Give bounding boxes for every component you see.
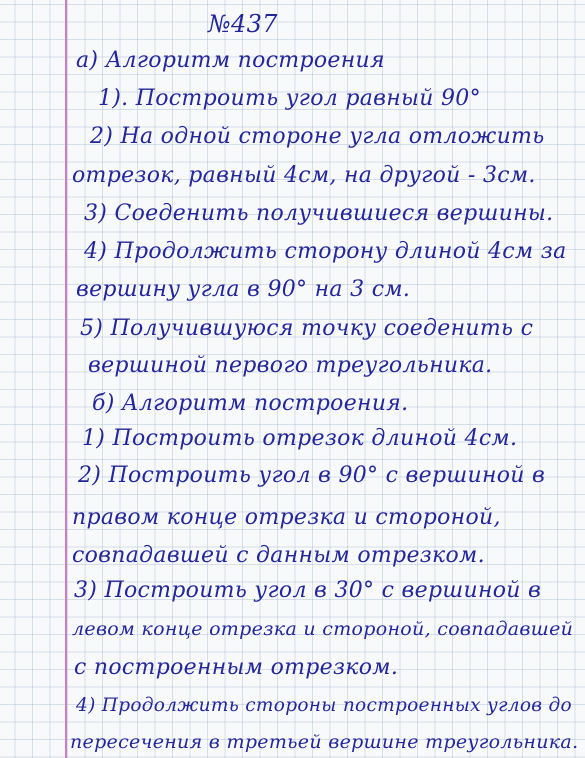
text-line-18: 4) Продолжить стороны построенных углов до xyxy=(76,695,572,716)
text-line-19: пересечения в третьей вершине треугольника. xyxy=(70,731,579,753)
text-line-4: отрезок, равный 4см, на другой - 3см. xyxy=(72,163,536,188)
text-line-12: 2) Построить угол в 90° с вершиной в xyxy=(78,463,546,488)
text-line-14: совпадавшей с данным отрезком. xyxy=(72,543,485,568)
text-line-6: 4) Продолжить сторону длиной 4см за xyxy=(84,239,567,264)
text-line-5: 3) Соеденить получившиеся вершины. xyxy=(84,201,554,226)
text-line-13: правом конце отрезка и стороной, xyxy=(72,505,501,530)
text-line-7: вершину угла в 90° на 3 см. xyxy=(76,277,411,302)
text-line-17: с построенным отрезком. xyxy=(74,655,399,680)
text-line-1: а) Алгоритм построения xyxy=(76,48,385,73)
text-line-16: левом конце отрезка и стороной, совпадавшей xyxy=(72,618,574,640)
text-line-10: б) Алгоритм построения. xyxy=(92,391,409,416)
text-line-2: 1). Построить угол равный 90° xyxy=(98,86,481,111)
problem-number: №437 xyxy=(208,10,278,38)
text-line-3: 2) На одной стороне угла отложить xyxy=(90,124,545,149)
text-line-8: 5) Получившуюся точку соеденить с xyxy=(80,316,534,341)
notebook-margin-line xyxy=(65,0,67,758)
text-line-15: 3) Построить угол в 30° с вершиной в xyxy=(74,578,542,603)
text-line-11: 1) Построить отрезок длиной 4см. xyxy=(82,426,518,451)
text-line-9: вершиной первого треугольника. xyxy=(88,353,493,378)
